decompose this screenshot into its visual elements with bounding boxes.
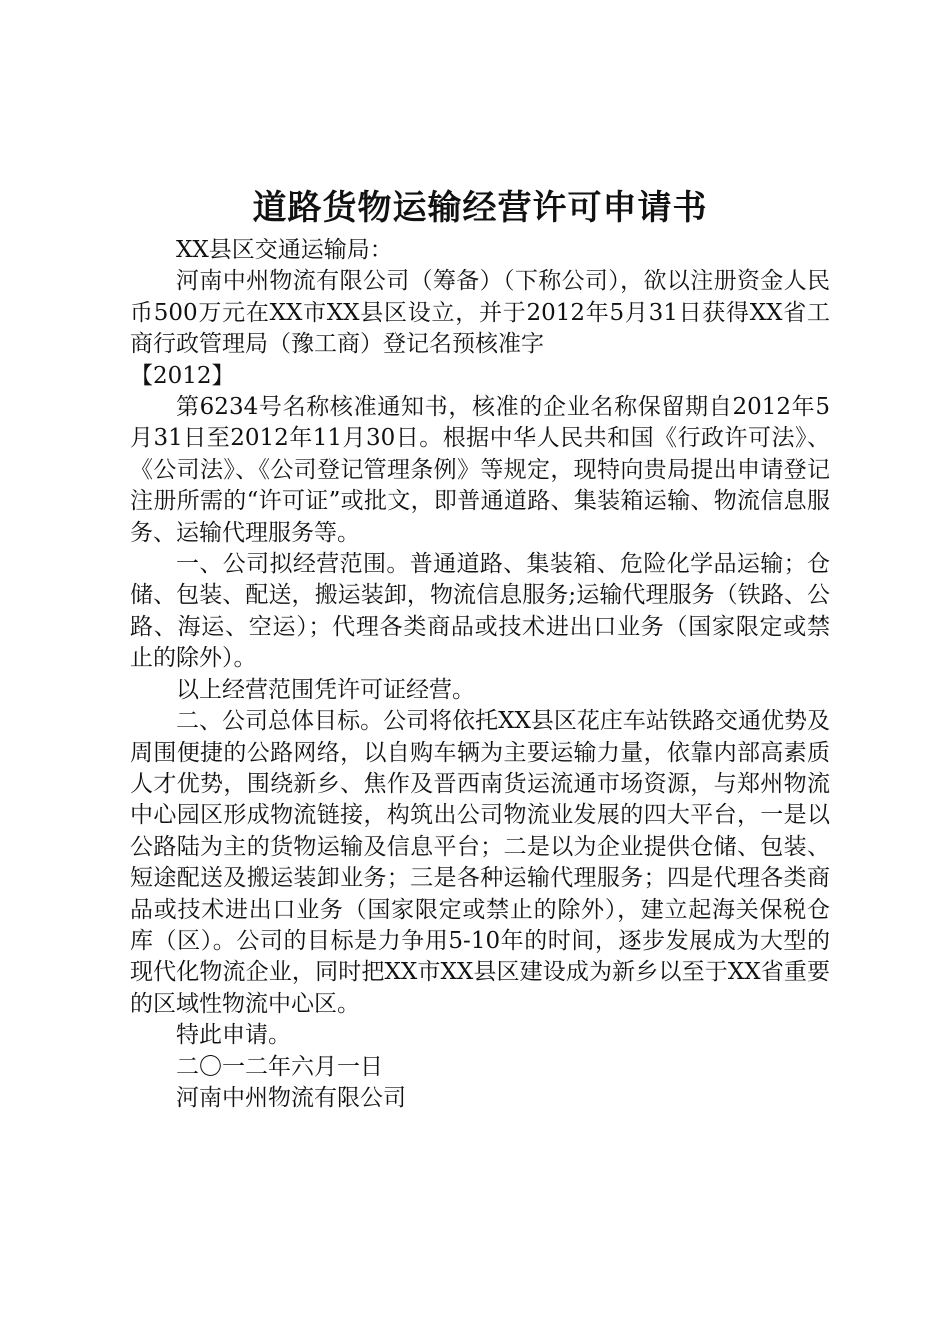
document-page [130, 185, 830, 1114]
paragraph-business-scope: 一、公司拟经营范围。普通道路、集装箱、危险化学品运输；仓储、包装、配送，搬运装卸，物流信息服务;运输代理服务（铁路、公路、海运、空运）；代理各类商品或技术进出口业务（国家限定或禁止的除外）。 [130, 551, 830, 672]
paragraph-notice: 第6234号名称核准通知书，核准的企业名称保留期自2012年5月31日至2012年11月30日。根据中华人民共和国《行政许可法》、《公司法》、《公司登记管理条例》等规定，现特向贵局提出申请登记注册所需的“许可证”或批文，即普通道路、集装箱运输、物流信息服务、运输代理服务等。 [130, 394, 830, 546]
document-date: 二〇一二年六月一日 [176, 1053, 383, 1080]
paragraph-overall-goal: 二、公司总体目标。公司将依托XX县区花庄车站铁路交通优势及周围便捷的公路网络，以自购车辆为主要运输力量，依靠内部高素质人才优势，围绕新乡、焦作及晋西南货运流通市场资源，与郑州物流中心园区形成物流链接，构筑出公司物流业发展的四大平台，一是以公路陆为主的货物运输及信息平台；二是以为企业提供仓储、包装、短途配送及搬运装卸业务；三是各种运输代理服务；四是代理各类商品或技术进出口业务（国家限定或禁止的除外），建立起海关保税仓库（区）。公司的目标是力争用5-10年的时间，逐步发展成为大型的现代化物流企业，同时把XX市XX县区建设成为新乡以至于XX省重要的区域性物流中心区。 [130, 708, 830, 1017]
paragraph-reference-number: 【2012】 [130, 362, 235, 389]
document-title: 道路货物运输经营许可申请书 [252, 188, 708, 228]
addressee: XX县区交通运输局： [176, 237, 393, 263]
closing-line: 特此申请。 [176, 1022, 291, 1049]
paragraph-license-note: 以上经营范围凭许可证经营。 [176, 676, 475, 703]
signature-company: 河南中州物流有限公司 [176, 1084, 406, 1111]
paragraph-intro: 河南中州物流有限公司（筹备）（下称公司），欲以注册资金人民币500万元在XX市XX县区设立，并于2012年5月31日获得XX省工商行政管理局（豫工商）登记名预核准字 [130, 268, 830, 358]
